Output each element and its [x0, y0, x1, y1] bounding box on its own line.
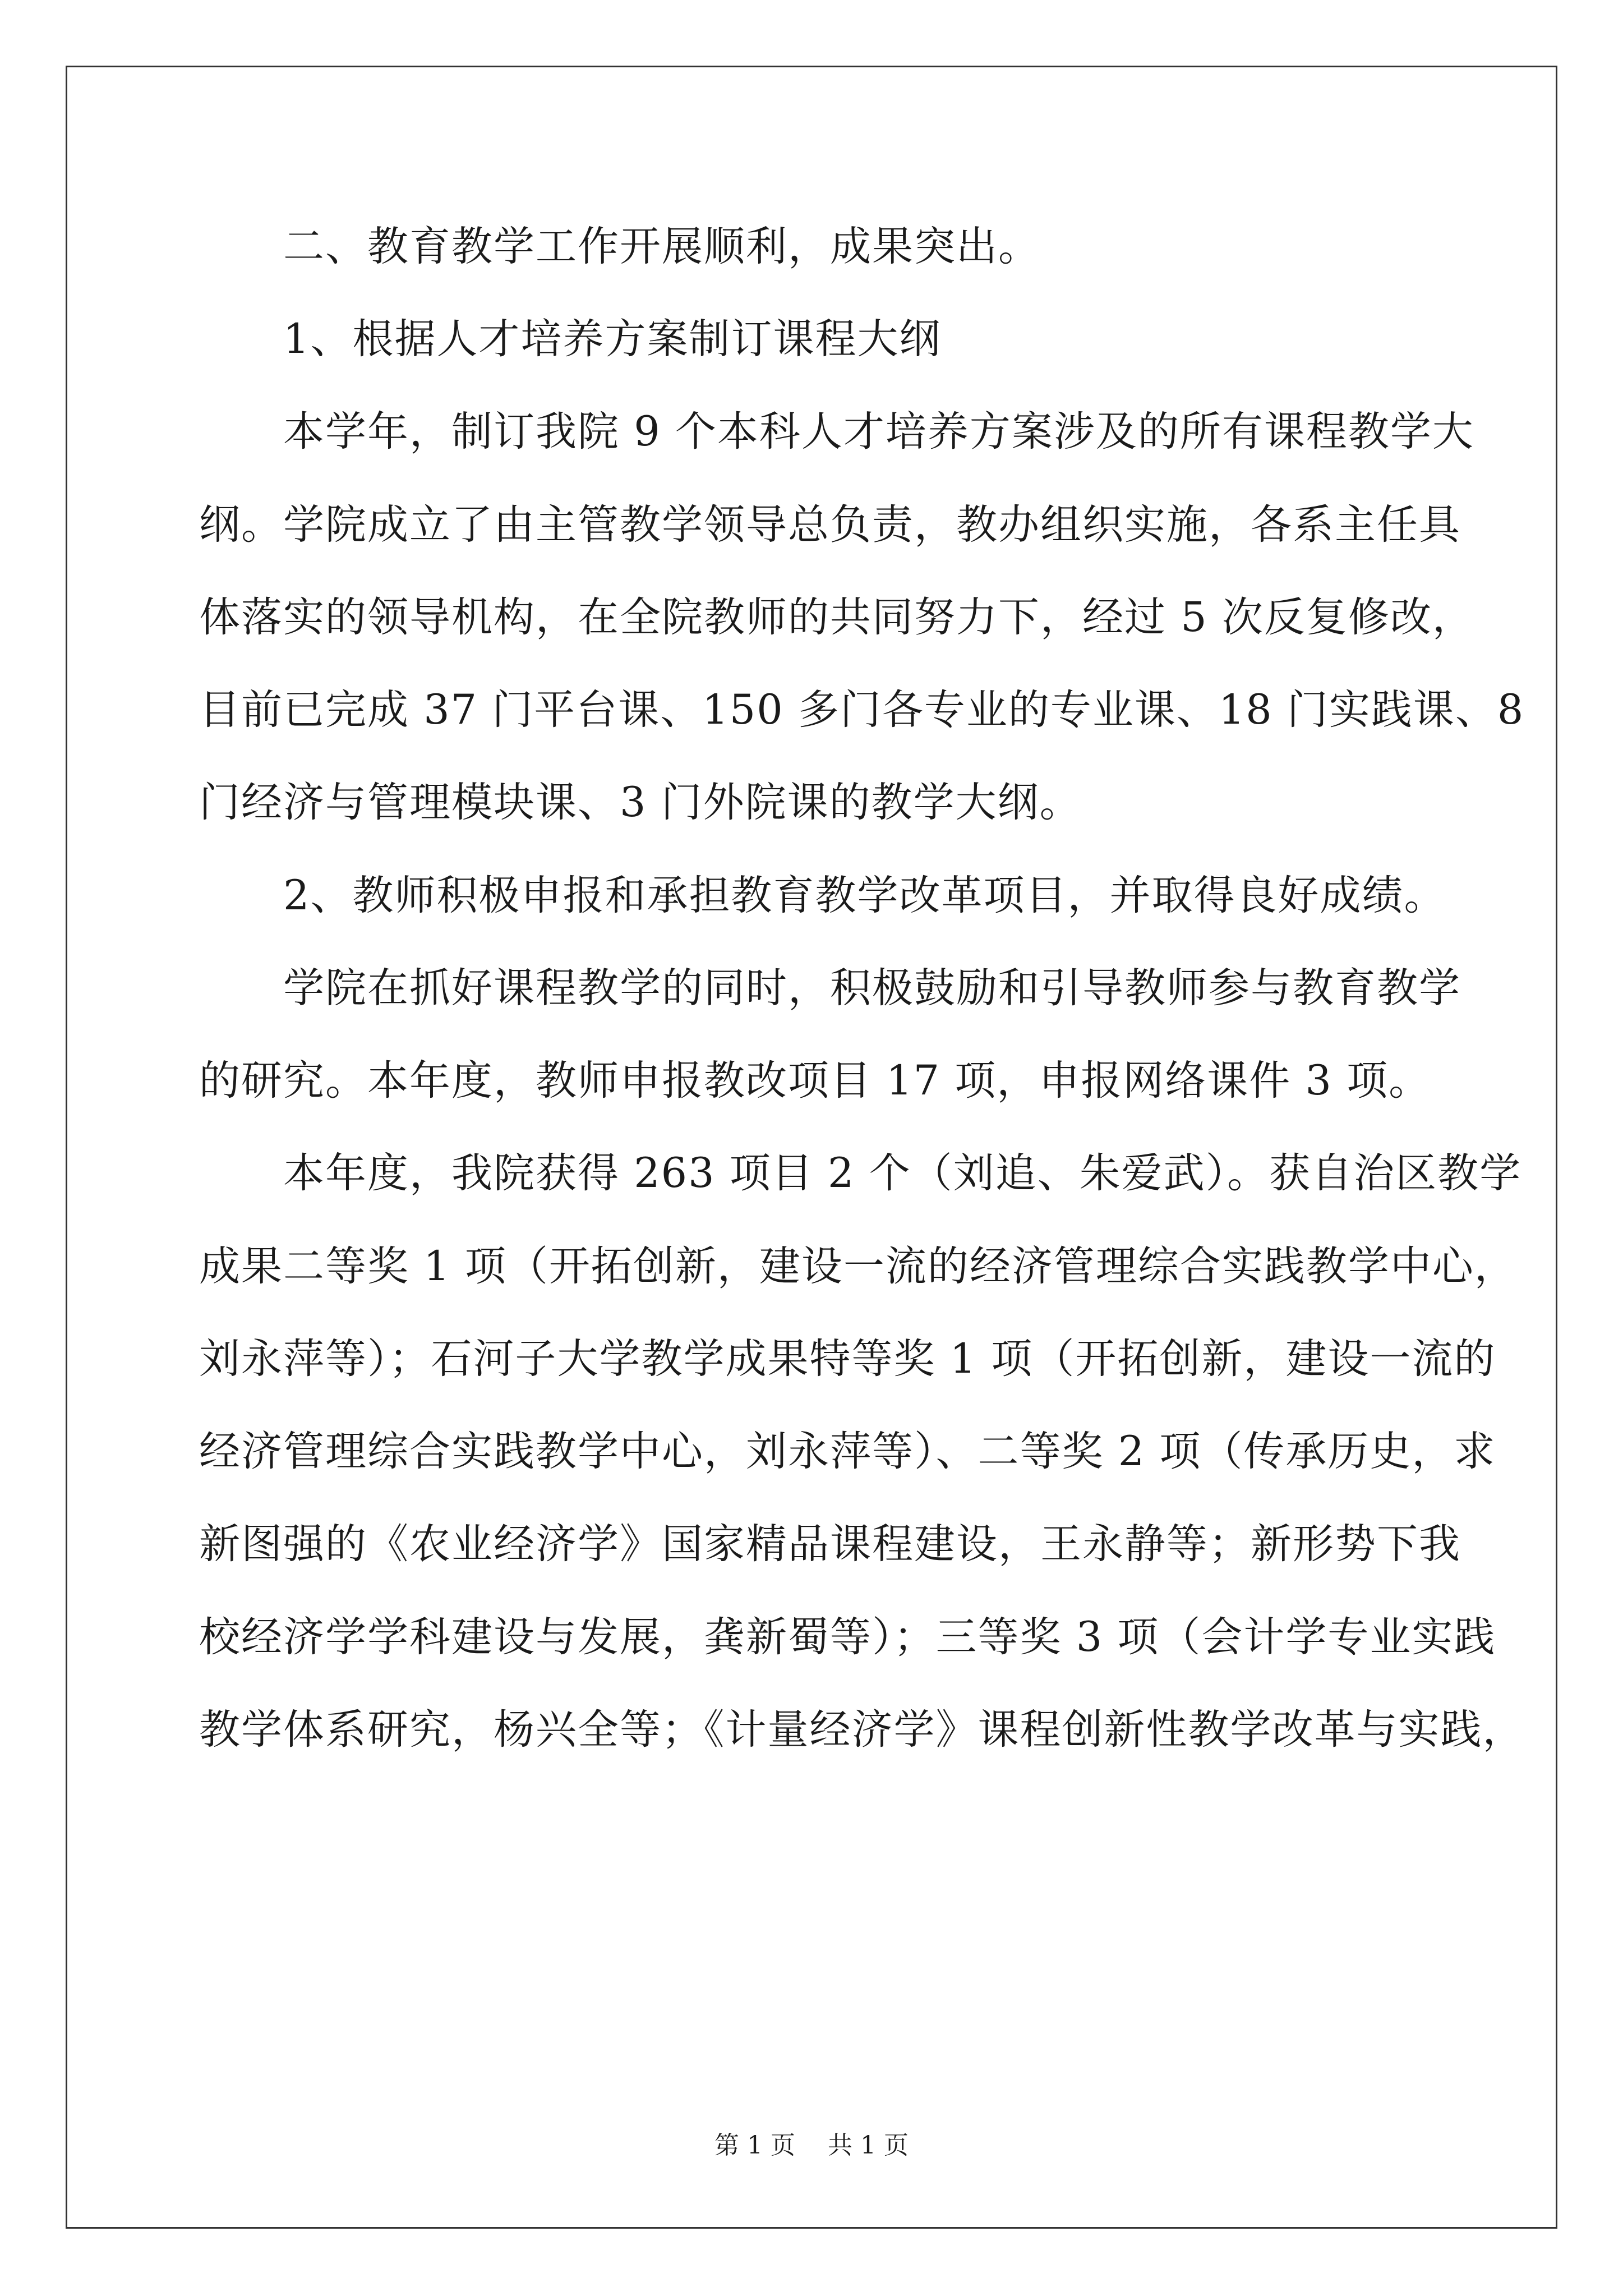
text-line: 新图强的《农业经济学》国家精品课程建设，王永静等；新形势下我: [199, 1520, 1461, 1568]
text-line: 刘永萍等）；石河子大学教学成果特等奖 1 项（开拓创新，建设一流的: [199, 1335, 1496, 1383]
text-line: 纲。学院成立了由主管教学领导总负责，教办组织实施，各系主任具: [199, 501, 1461, 549]
text-line: 体落实的领导机构，在全院教师的共同努力下，经过 5 次反复修改，: [199, 593, 1474, 641]
text-line: 本年度，我院获得 263 项目 2 个（刘追、朱爱武）。获自治区教学: [199, 1149, 1522, 1197]
text-line: 教学体系研究，杨兴全等；《计量经济学》课程创新性教学改革与实践，: [199, 1706, 1525, 1754]
text-line: 目前已完成 37 门平台课、150 多门各专业的专业课、18 门实践课、8: [199, 686, 1525, 734]
text-line: 本学年，制订我院 9 个本科人才培养方案涉及的所有课程教学大: [199, 408, 1474, 455]
text-line: 二、教育教学工作开展顺利，成果突出。: [199, 223, 1040, 270]
text-line: 校经济学学科建设与发展，龚新蜀等）；三等奖 3 项（会计学专业实践: [199, 1613, 1496, 1661]
text-line: 2、教师积极申报和承担教育教学改革项目，并取得良好成绩。: [199, 872, 1446, 919]
text-line: 学院在抓好课程教学的同时，积极鼓励和引导教师参与教育教学: [199, 964, 1461, 1012]
text-line: 的研究。本年度，教师申报教改项目 17 项，申报网络课件 3 项。: [199, 1057, 1431, 1105]
page-number: 第 1 页: [714, 2131, 795, 2160]
text-line: 门经济与管理模块课、3 门外院课的教学大纲。: [199, 779, 1082, 826]
page-footer: [0, 2129, 1623, 2162]
text-line: 成果二等奖 1 项（开拓创新，建设一流的经济管理综合实践教学中心，: [199, 1243, 1516, 1290]
text-line: 1、根据人才培养方案制订课程大纲: [199, 315, 942, 363]
text-line: 经济管理综合实践教学中心，刘永萍等）、二等奖 2 项（传承历史，求: [199, 1428, 1496, 1475]
page-total: 共 1 页: [828, 2131, 909, 2160]
